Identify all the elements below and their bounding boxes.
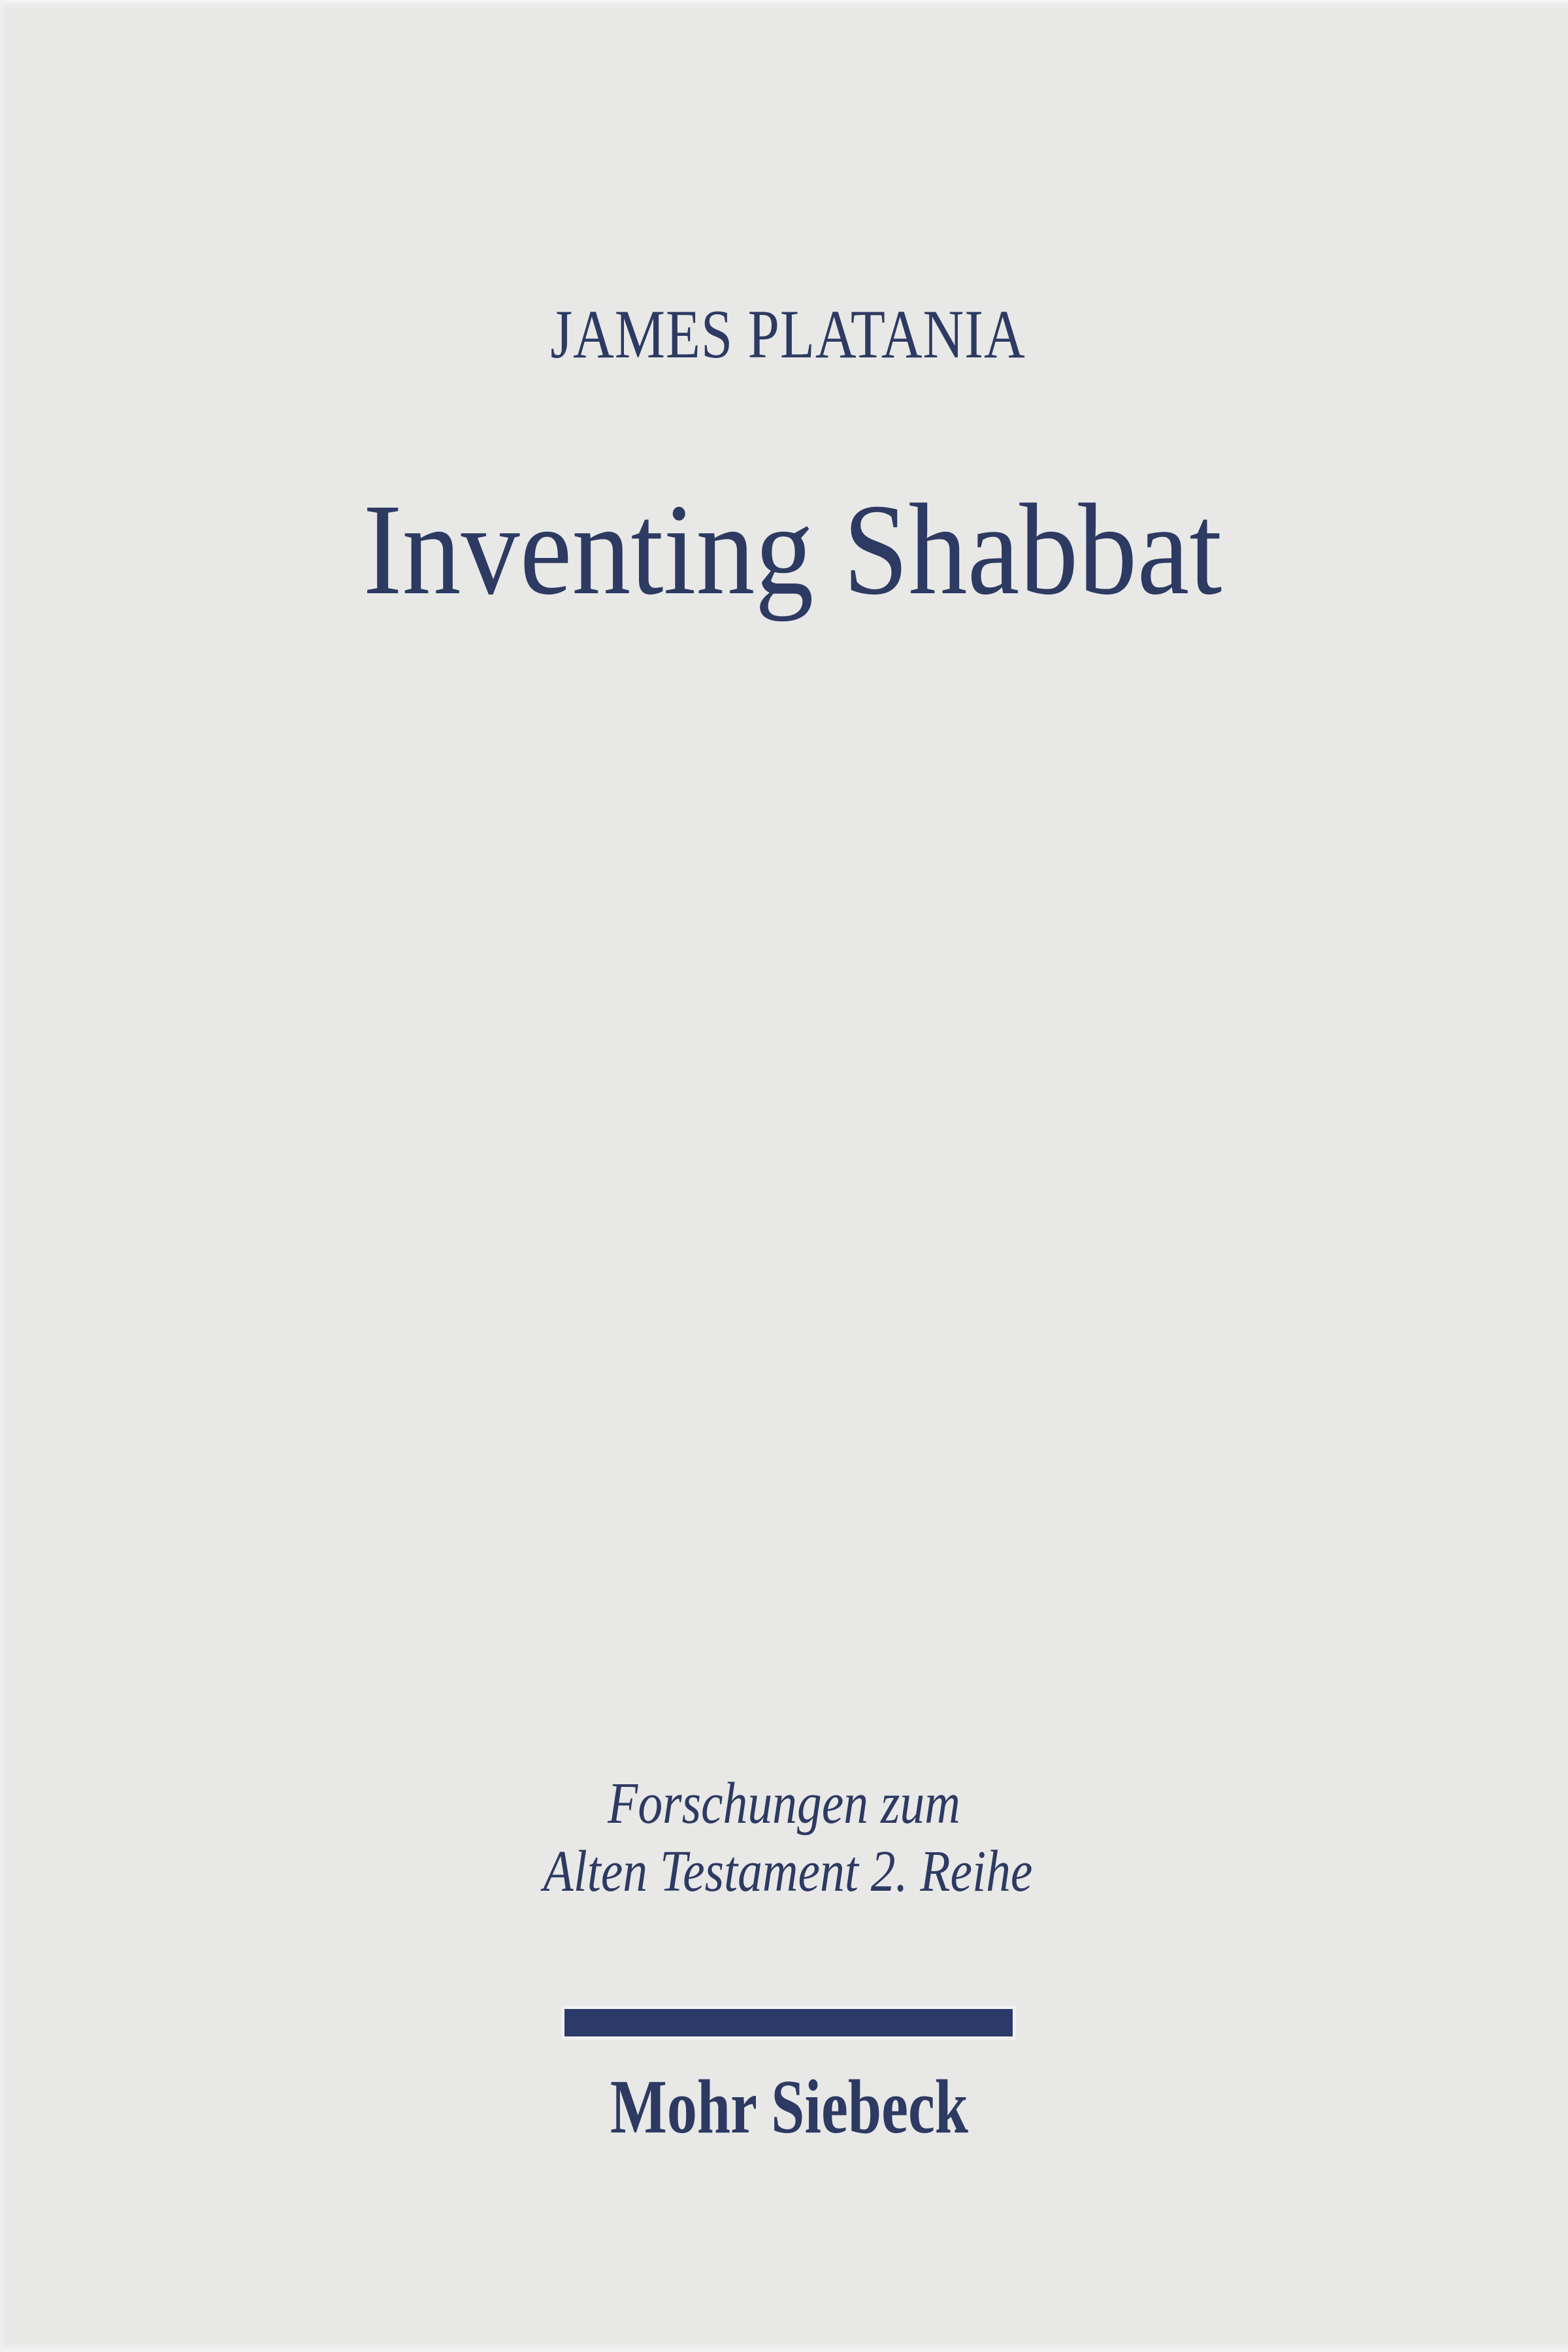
page-edge-shading (0, 0, 7, 2352)
series-name-line1: Forschungen zum (608, 1771, 960, 1836)
divider-bar (564, 2009, 1013, 2036)
series-name-line2: Alten Testament 2. Reihe (543, 1839, 1033, 1904)
publisher-name: Mohr Siebeck (610, 2064, 968, 2149)
book-title: Inventing Shabbat (363, 478, 1222, 622)
author-name: JAMES PLATANIA (550, 296, 1026, 372)
